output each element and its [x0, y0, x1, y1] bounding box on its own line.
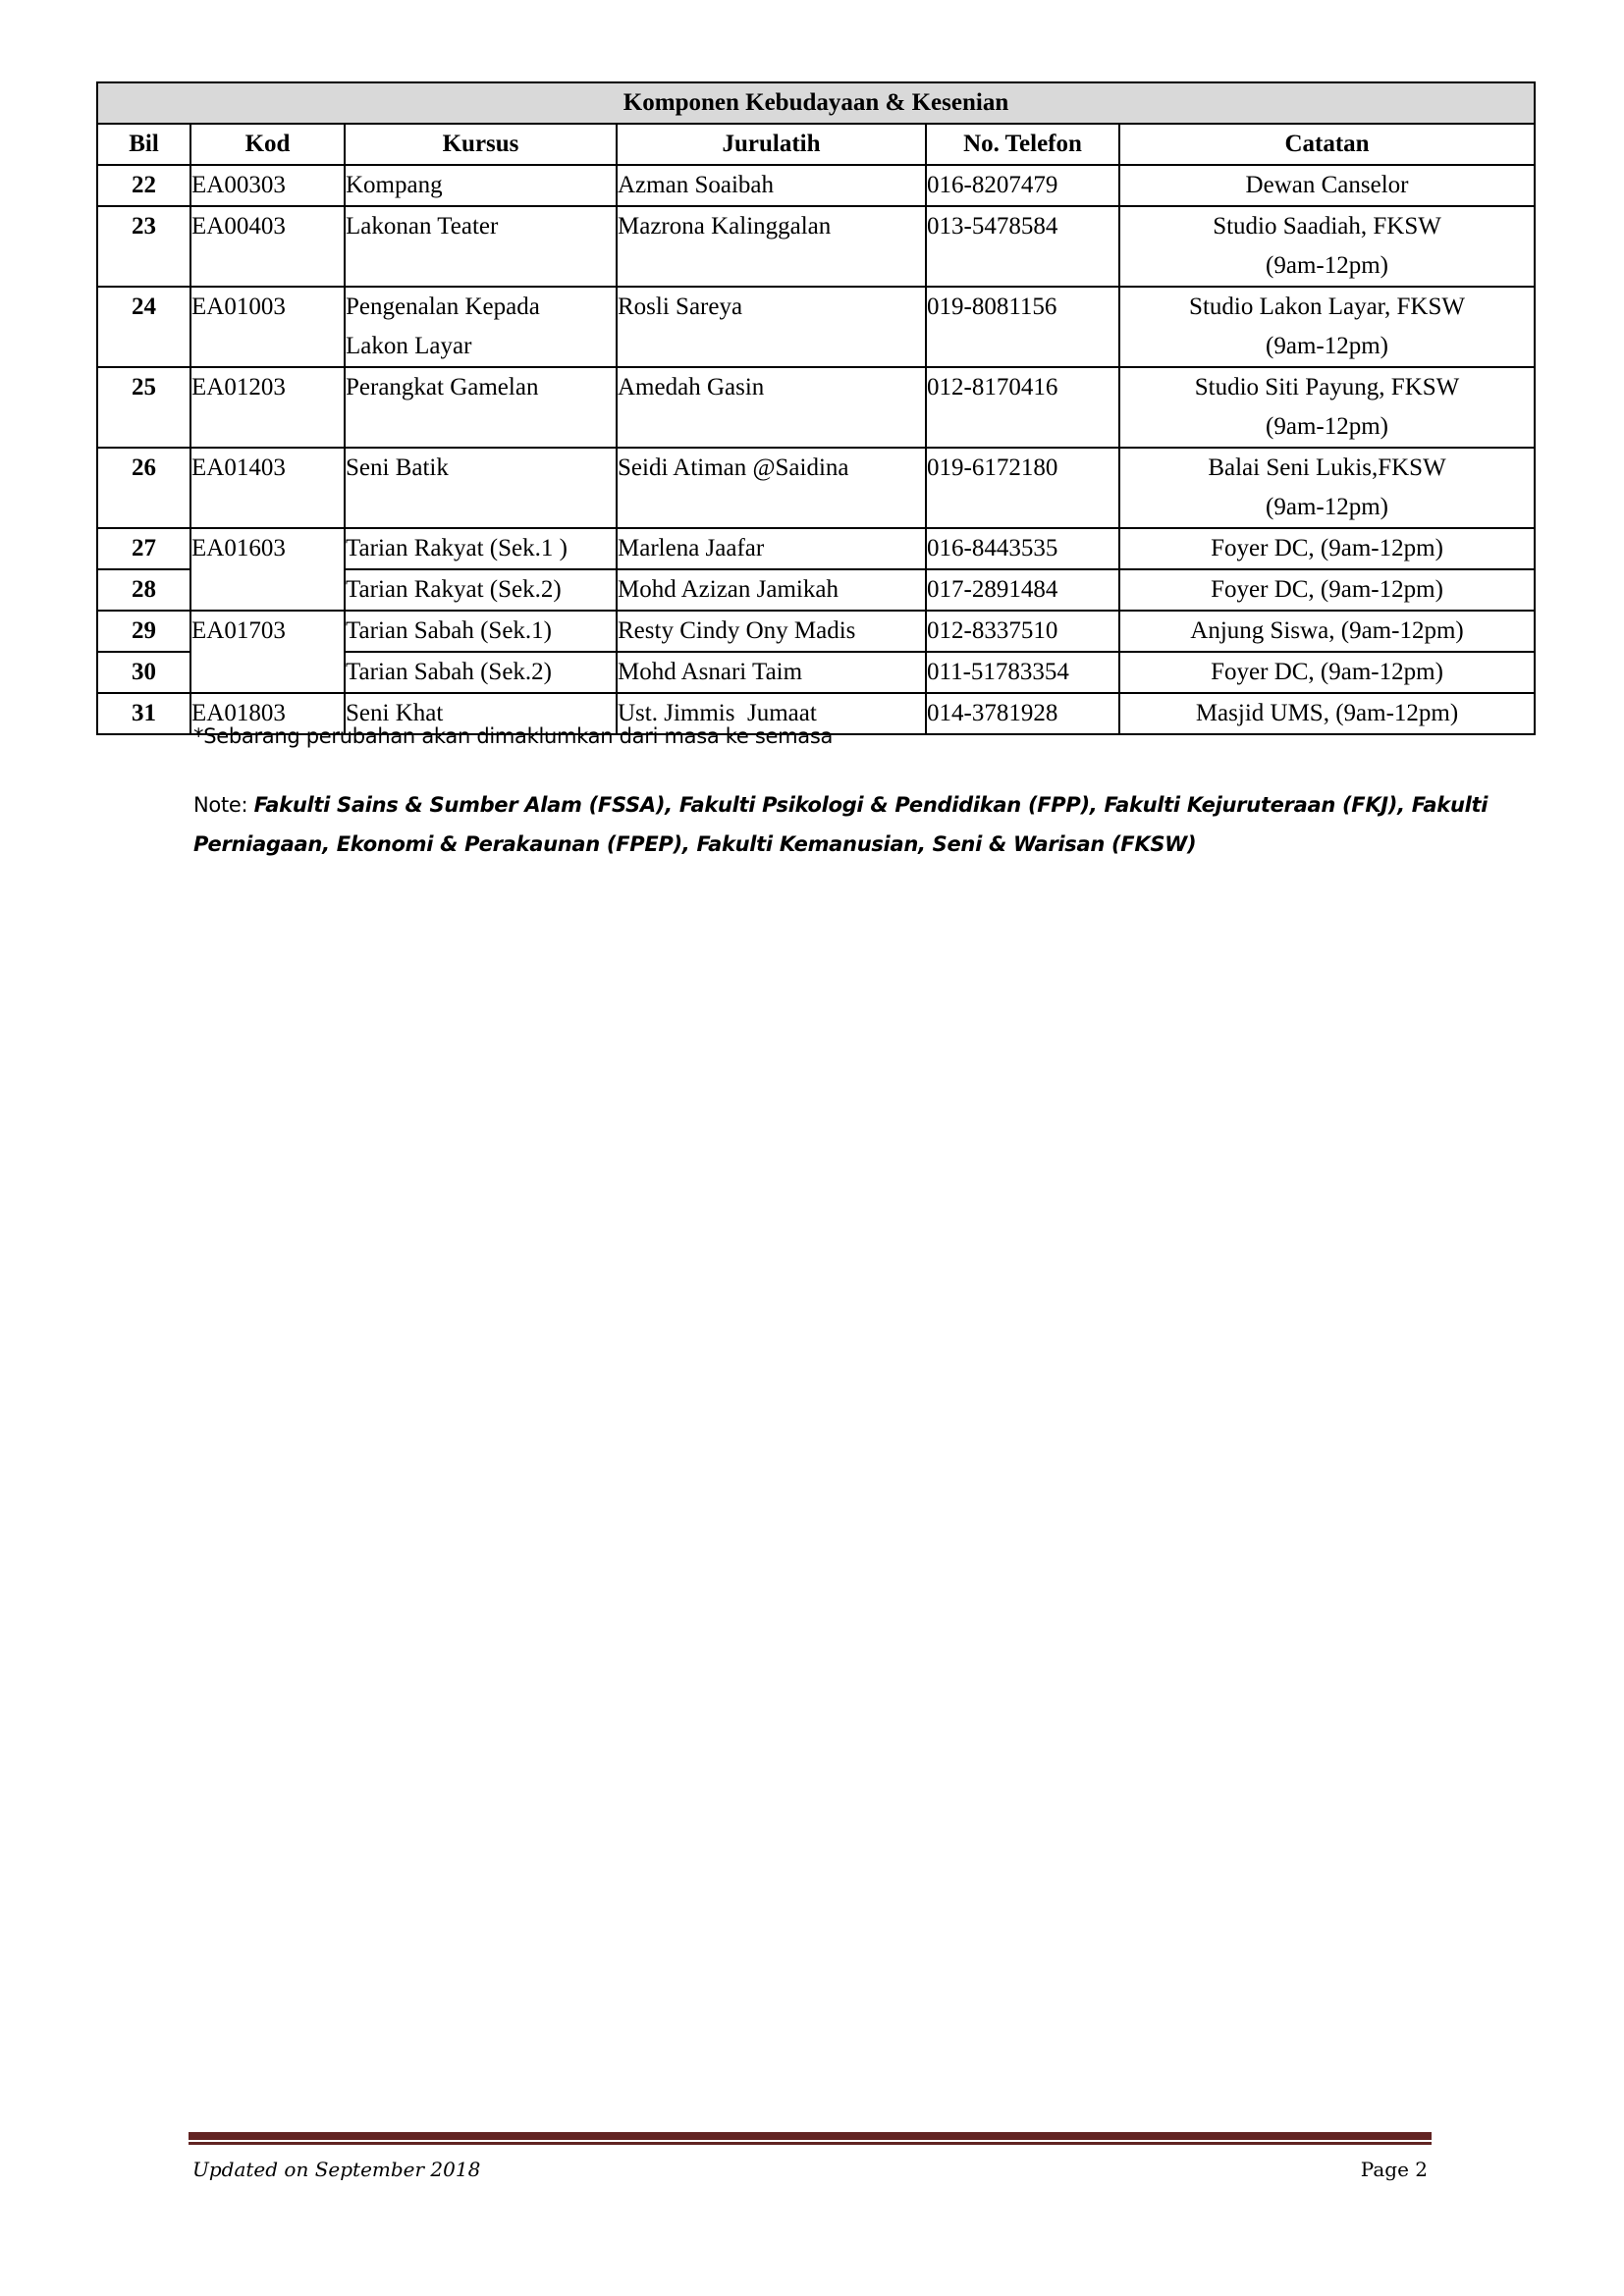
cell-jurulatih: Azman Soaibah: [617, 165, 926, 206]
header-bil: Bil: [97, 124, 190, 165]
catatan-line: Balai Seni Lukis,FKSW: [1208, 454, 1446, 481]
cell-telefon: 016-8443535: [926, 528, 1119, 569]
cell-bil: 26: [97, 448, 190, 528]
cell-catatan: [1119, 206, 1535, 287]
catatan-line: Masjid UMS, (9am-12pm): [1195, 700, 1459, 726]
cell-kursus: [345, 652, 617, 693]
table-row: [97, 528, 1535, 569]
catatan-line: (9am-12pm): [1266, 252, 1388, 279]
footer-page-number: Page 2: [1360, 2158, 1428, 2181]
header-jurulatih: Jurulatih: [617, 124, 926, 165]
table-row: [97, 165, 1535, 206]
kursus-line: Tarian Rakyat (Sek.1 ): [346, 535, 568, 561]
cell-catatan: [1119, 165, 1535, 206]
catatan-line: Foyer DC, (9am-12pm): [1211, 659, 1443, 685]
cell-kursus: [345, 367, 617, 448]
catatan-line: Studio Lakon Layar, FKSW: [1189, 294, 1465, 320]
cell-catatan: [1119, 611, 1535, 652]
cell-kod: EA01703: [190, 611, 345, 693]
kursus-line: Lakonan Teater: [346, 213, 499, 240]
cell-bil: 25: [97, 367, 190, 448]
cell-bil: 31: [97, 693, 190, 734]
kursus-line: Tarian Sabah (Sek.2): [346, 659, 552, 685]
table-title-row: [97, 82, 1535, 124]
cell-catatan: [1119, 448, 1535, 528]
header-telefon: No. Telefon: [926, 124, 1119, 165]
cell-kod: EA01603: [190, 528, 345, 611]
catatan-line: (9am-12pm): [1266, 413, 1388, 440]
cell-telefon: 014-3781928: [926, 693, 1119, 734]
cell-catatan: [1119, 287, 1535, 367]
table-row: [97, 448, 1535, 528]
cell-bil: 29: [97, 611, 190, 652]
cell-jurulatih: Marlena Jaafar: [617, 528, 926, 569]
cell-kursus: [345, 569, 617, 611]
kursus-line: Tarian Rakyat (Sek.2): [346, 576, 562, 603]
cell-catatan: [1119, 652, 1535, 693]
cell-jurulatih: Mohd Asnari Taim: [617, 652, 926, 693]
cell-jurulatih: Amedah Gasin: [617, 367, 926, 448]
cell-bil: 23: [97, 206, 190, 287]
cell-catatan: [1119, 367, 1535, 448]
header-kod: Kod: [190, 124, 345, 165]
table-row: [97, 367, 1535, 448]
cell-jurulatih: Rosli Sareya: [617, 287, 926, 367]
kursus-line: Pengenalan Kepada: [346, 294, 540, 320]
table-row: [97, 287, 1535, 367]
cell-jurulatih: Resty Cindy Ony Madis: [617, 611, 926, 652]
cell-bil: 27: [97, 528, 190, 569]
kursus-line: Kompang: [346, 172, 443, 198]
faculty-note: [193, 785, 1489, 864]
cell-telefon: 011-51783354: [926, 652, 1119, 693]
kursus-line: Seni Batik: [346, 454, 449, 481]
cell-kursus: [345, 165, 617, 206]
cell-jurulatih: Ust. Jimmis Jumaat: [617, 693, 926, 734]
catatan-line: Studio Saadiah, FKSW: [1213, 213, 1441, 240]
cell-jurulatih: Mazrona Kalinggalan: [617, 206, 926, 287]
course-table: [96, 81, 1536, 735]
catatan-line: Foyer DC, (9am-12pm): [1211, 535, 1443, 561]
cell-kursus: [345, 611, 617, 652]
cell-kod: EA01403: [190, 448, 345, 528]
cell-catatan: [1119, 528, 1535, 569]
cell-telefon: 012-8337510: [926, 611, 1119, 652]
cell-kod: EA01803: [190, 693, 345, 734]
cell-kod: EA01203: [190, 367, 345, 448]
cell-bil: 30: [97, 652, 190, 693]
cell-jurulatih: Mohd Azizan Jamikah: [617, 569, 926, 611]
cell-bil: 28: [97, 569, 190, 611]
kursus-line: Perangkat Gamelan: [346, 374, 539, 400]
catatan-line: Studio Siti Payung, FKSW: [1194, 374, 1460, 400]
catatan-line: (9am-12pm): [1266, 494, 1388, 520]
catatan-line: Foyer DC, (9am-12pm): [1211, 576, 1443, 603]
change-notice: *Sebarang perubahan akan dimaklumkan dari masa ke semasa: [193, 724, 834, 748]
kursus-line: Seni Khat: [346, 700, 444, 726]
footer-updated-date: Updated on September 2018: [192, 2158, 481, 2181]
table-header-row: [97, 124, 1535, 165]
header-catatan: Catatan: [1119, 124, 1535, 165]
cell-kursus: [345, 528, 617, 569]
footer-divider-thin: [189, 2142, 1432, 2145]
cell-catatan: [1119, 693, 1535, 734]
cell-telefon: 017-2891484: [926, 569, 1119, 611]
catatan-line: Dewan Canselor: [1245, 172, 1409, 198]
kursus-line: Lakon Layar: [346, 333, 472, 359]
cell-kod: EA00403: [190, 206, 345, 287]
catatan-line: Anjung Siswa, (9am-12pm): [1190, 617, 1464, 644]
cell-catatan: [1119, 569, 1535, 611]
cell-kod: EA01003: [190, 287, 345, 367]
table-row: [97, 206, 1535, 287]
cell-telefon: 016-8207479: [926, 165, 1119, 206]
table-row: [97, 611, 1535, 652]
cell-jurulatih: Seidi Atiman @Saidina: [617, 448, 926, 528]
footer-divider: [189, 2132, 1432, 2140]
cell-bil: 22: [97, 165, 190, 206]
table-title: Komponen Kebudayaan & Kesenian: [97, 82, 1535, 124]
cell-kursus: [345, 448, 617, 528]
cell-telefon: 019-6172180: [926, 448, 1119, 528]
cell-telefon: 013-5478584: [926, 206, 1119, 287]
header-kursus: Kursus: [345, 124, 617, 165]
kursus-line: Tarian Sabah (Sek.1): [346, 617, 552, 644]
cell-kursus: [345, 206, 617, 287]
cell-telefon: 012-8170416: [926, 367, 1119, 448]
cell-kod: EA00303: [190, 165, 345, 206]
catatan-line: (9am-12pm): [1266, 333, 1388, 359]
note-body: Fakulti Sains & Sumber Alam (FSSA), Fakulti Psikologi & Pendidikan (FPP), Fakulti Kejuruteraan (FKJ), Fakulti Perniagaan, Ekonomi & Perakaunan (FPEP), Fakulti Kemanusian, Seni & Warisan (FKSW): [193, 793, 1489, 856]
cell-kursus: [345, 287, 617, 367]
cell-bil: 24: [97, 287, 190, 367]
cell-telefon: 019-8081156: [926, 287, 1119, 367]
note-label: Note:: [193, 793, 254, 817]
